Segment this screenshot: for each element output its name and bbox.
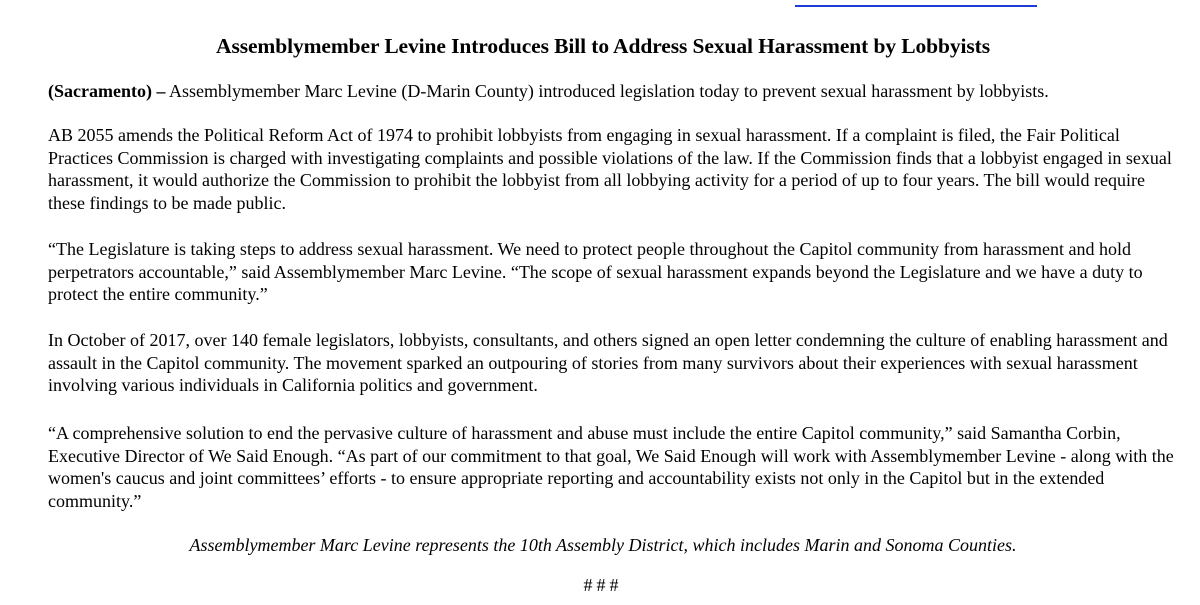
lead-text: Assemblymember Marc Levine (D-Marin County) introduced legislation today to prevent sexual harassment by lobbyists. — [165, 81, 1049, 101]
dateline: (Sacramento) – — [48, 81, 166, 101]
paragraph-open-letter: In October of 2017, over 140 female legislators, lobbyists, consultants, and others signed an open letter condemning the culture of enabling harassment and assault in the Capitol community. The movement sparked an outpouring of stories from many survivors about their experiences with sexual harassment involving various individuals in California politics and government. — [48, 330, 1168, 395]
closing-note: Assemblymember Marc Levine represents the 10th Assembly District, which includes Marin and Sonoma Counties. — [189, 535, 1017, 555]
cropped-link-underline[interactable] — [795, 0, 1037, 7]
paragraph-corbin-quote: “A comprehensive solution to end the pervasive culture of harassment and abuse must include the entire Capitol community,” said Samantha Corbin, Executive Director of We Said Enough. “As part of our commitment to that goal, We Said Enough will work with Assemblymember Levine - along with the women's caucus and joint committees’ efforts - to ensure appropriate reporting and accountability exists not only in the Capitol but in the extended community.” — [48, 423, 1174, 511]
end-mark-text: ### — [583, 575, 623, 595]
lead-paragraph — [48, 80, 1178, 103]
end-mark — [48, 575, 1158, 596]
press-release-title: Assemblymember Levine Introduces Bill to Address Sexual Harassment by Lobbyists — [216, 34, 990, 58]
paragraph-levine-quote: “The Legislature is taking steps to address sexual harassment. We need to protect people throughout the Capitol community from harassment and hold perpetrators accountable,” said Assemblymember Marc Levine. “The scope of sexual harassment expands beyond the Legislature and we have a duty to protect the entire community.” — [48, 239, 1143, 304]
paragraph-bill-summary: AB 2055 amends the Political Reform Act of 1974 to prohibit lobbyists from engaging in sexual harassment. If a complaint is filed, the Fair Political Practices Commission is charged with investigating complaints and possible violations of the law. If the Commission finds that a lobbyist engaged in sexual harassment, it would authorize the Commission to prohibit the lobbyist from all lobbying activity for a period of up to four years. The bill would require these findings to be made public. — [48, 125, 1172, 213]
